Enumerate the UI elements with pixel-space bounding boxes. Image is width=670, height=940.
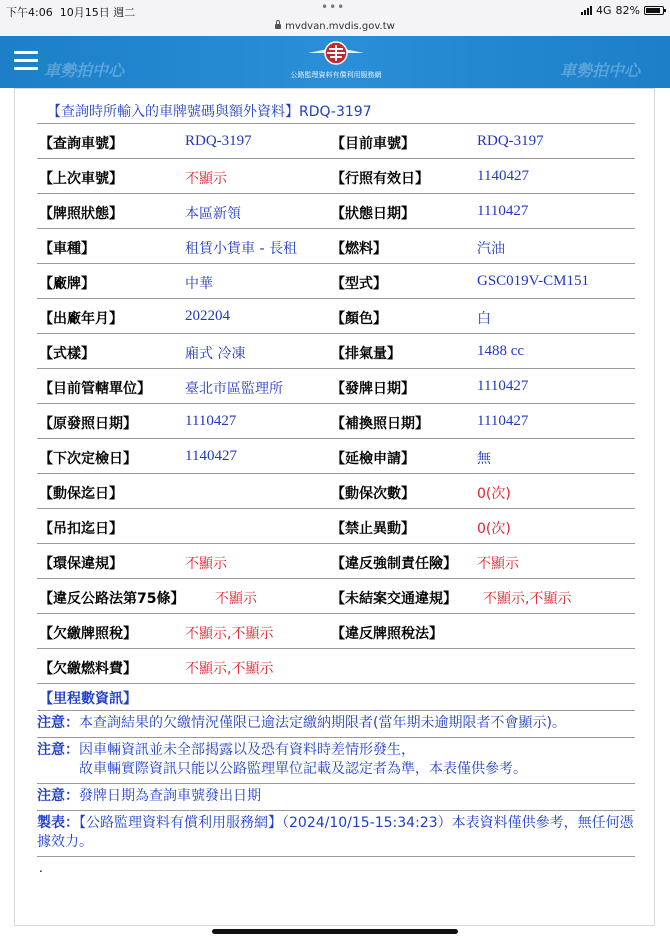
field-label: 【排氣量】 — [331, 346, 401, 362]
hamburger-menu-icon[interactable] — [14, 51, 38, 71]
lock-icon — [275, 24, 281, 29]
date: 10月15日 週二 — [59, 6, 136, 19]
field-label: 【環保違規】 — [39, 556, 123, 572]
field-value: 不顯示 — [185, 556, 227, 572]
field-value: 1110427 — [477, 203, 529, 219]
field-value: 202204 — [185, 308, 230, 324]
table-row — [37, 159, 635, 194]
field-label: 【欠繳燃料費】 — [39, 661, 137, 677]
field-value: 1140427 — [185, 448, 237, 464]
field-label: 【狀態日期】 — [331, 206, 415, 222]
notes-block — [37, 711, 635, 857]
field-value: 不顯示,不顯示 — [185, 626, 274, 642]
field-label: 【型式】 — [331, 276, 387, 292]
field-label: 【禁止異動】 — [331, 521, 415, 537]
note-text: 本查詢結果的欠繳情況僅限已逾法定繳納期限者(當年期未逾期限者不會顯示)。 — [79, 715, 566, 731]
field-value: 不顯示 — [215, 591, 257, 607]
note-label: 注意： — [37, 715, 79, 731]
note-item — [37, 784, 635, 811]
table-row — [37, 404, 635, 439]
query-header-text: 【查詢時所輸入的車牌號碼與額外資料】RDQ-3197 — [47, 104, 372, 120]
site-logo[interactable] — [282, 39, 390, 85]
field-label: 【上次車號】 — [39, 171, 123, 187]
field-value: 租賃小貨車 - 長租 — [185, 241, 297, 257]
field-value: 臺北市區監理所 — [185, 381, 283, 397]
status-time — [6, 4, 135, 20]
field-value: 不顯示,不顯示 — [185, 661, 274, 677]
network-type: 4G — [596, 4, 612, 17]
field-value: RDQ-3197 — [185, 133, 252, 149]
field-label: 【下次定檢日】 — [39, 451, 137, 467]
field-value: 無 — [477, 451, 491, 467]
field-label: 【延檢申請】 — [331, 451, 415, 467]
table-row — [37, 124, 635, 159]
battery-percent: 82% — [615, 4, 640, 17]
field-label: 【行照有效日】 — [331, 171, 429, 187]
field-value: 中華 — [185, 276, 213, 292]
field-label: 【牌照狀態】 — [39, 206, 123, 222]
field-value: 1140427 — [477, 168, 529, 184]
note-item — [37, 711, 635, 738]
field-label: 【欠繳牌照稅】 — [39, 626, 137, 642]
field-label: 【廠牌】 — [39, 276, 95, 292]
note-item — [37, 811, 635, 857]
field-label: 【目前車號】 — [331, 136, 415, 152]
result-table — [37, 97, 635, 877]
field-label: 【動保次數】 — [331, 486, 415, 502]
field-label: 【車種】 — [39, 241, 95, 257]
field-label: 【原發照日期】 — [39, 416, 137, 432]
field-label: 【違反公路法第75條】 — [39, 591, 185, 607]
field-value: 1110427 — [477, 378, 529, 394]
field-value: 0(次) — [477, 521, 511, 537]
field-label: 【吊扣迄日】 — [39, 521, 123, 537]
trailing-row — [37, 857, 635, 877]
table-row — [37, 579, 635, 614]
field-value: GSC019V-CM151 — [477, 273, 589, 289]
field-value: 白 — [477, 311, 491, 327]
status-bar — [0, 0, 670, 20]
field-label: 【燃料】 — [331, 241, 387, 257]
table-row — [37, 439, 635, 474]
field-value: 不顯示 — [477, 556, 519, 572]
multitask-dots[interactable]: ••• — [321, 0, 346, 14]
field-label: 【違反強制責任險】 — [331, 556, 457, 572]
mileage-section — [37, 684, 635, 711]
field-value: 1110427 — [185, 413, 237, 429]
table-row — [37, 334, 635, 369]
table-row — [37, 544, 635, 579]
table-row — [37, 264, 635, 299]
note-text: 發牌日期為查詢車號發出日期 — [79, 788, 261, 804]
address-bar[interactable] — [0, 20, 670, 36]
watermark-right: 車勢拍中心 — [560, 61, 641, 80]
field-label: 【發牌日期】 — [331, 381, 415, 397]
status-indicators — [581, 4, 664, 17]
field-value: 0(次) — [477, 486, 511, 502]
site-header — [0, 36, 670, 88]
table-row — [37, 649, 635, 684]
mileage-section-title: 【里程數資訊】 — [39, 691, 137, 707]
table-row — [37, 299, 635, 334]
signal-icon — [581, 6, 592, 15]
table-row — [37, 509, 635, 544]
record-rows — [37, 124, 635, 684]
table-row — [37, 614, 635, 649]
note-text: 因車輛資訊並未全部揭露以及恐有資料時差情形發生， — [79, 742, 415, 758]
note-label: 注意： — [37, 788, 79, 804]
battery-icon — [644, 6, 664, 15]
field-label: 【違反牌照稅法】 — [331, 626, 443, 642]
field-value: 不顯示,不顯示 — [483, 591, 572, 607]
note-text: 【公路監理資料有償利用服務網】（2024/10/15-15:34:23）本表資料僅供參考，無任何憑據效力。 — [37, 815, 634, 850]
trailing-dot: . — [39, 861, 43, 875]
field-value: 1488 cc — [477, 343, 525, 359]
field-value: 汽油 — [477, 241, 505, 257]
field-label: 【目前管轄單位】 — [39, 381, 151, 397]
field-label: 【動保迄日】 — [39, 486, 123, 502]
field-label: 【補換照日期】 — [331, 416, 429, 432]
query-header-row — [37, 97, 635, 124]
table-row — [37, 194, 635, 229]
field-value: 本區新領 — [185, 206, 241, 222]
field-value: 不顯示 — [185, 171, 227, 187]
logo-caption: 公路監理資料有償利用服務網 — [290, 71, 382, 79]
note-label: 製表： — [37, 815, 79, 831]
field-label: 【出廠年月】 — [39, 311, 123, 327]
field-value: 廂式 冷凍 — [185, 346, 246, 362]
note-item — [37, 738, 635, 784]
emblem-icon — [306, 39, 366, 69]
field-label: 【顏色】 — [331, 311, 387, 327]
clock: 下午4:06 — [6, 6, 53, 19]
note-label: 注意： — [37, 742, 79, 758]
field-label: 【查詢車號】 — [39, 136, 123, 152]
field-value: RDQ-3197 — [477, 133, 544, 149]
watermark-left: 車勢拍中心 — [44, 61, 125, 80]
field-value: 1110427 — [477, 413, 529, 429]
table-row — [37, 369, 635, 404]
table-row — [37, 474, 635, 509]
result-card — [14, 88, 655, 926]
field-label: 【未結案交通違規】 — [331, 591, 457, 607]
field-label: 【式樣】 — [39, 346, 95, 362]
note-text-continued: 故車輛實際資訊只能以公路監理單位記載及認定者為準，本表僅供參考。 — [79, 761, 527, 777]
table-row — [37, 229, 635, 264]
home-indicator[interactable] — [212, 929, 458, 934]
url-text: mvdvan.mvdis.gov.tw — [285, 21, 395, 32]
